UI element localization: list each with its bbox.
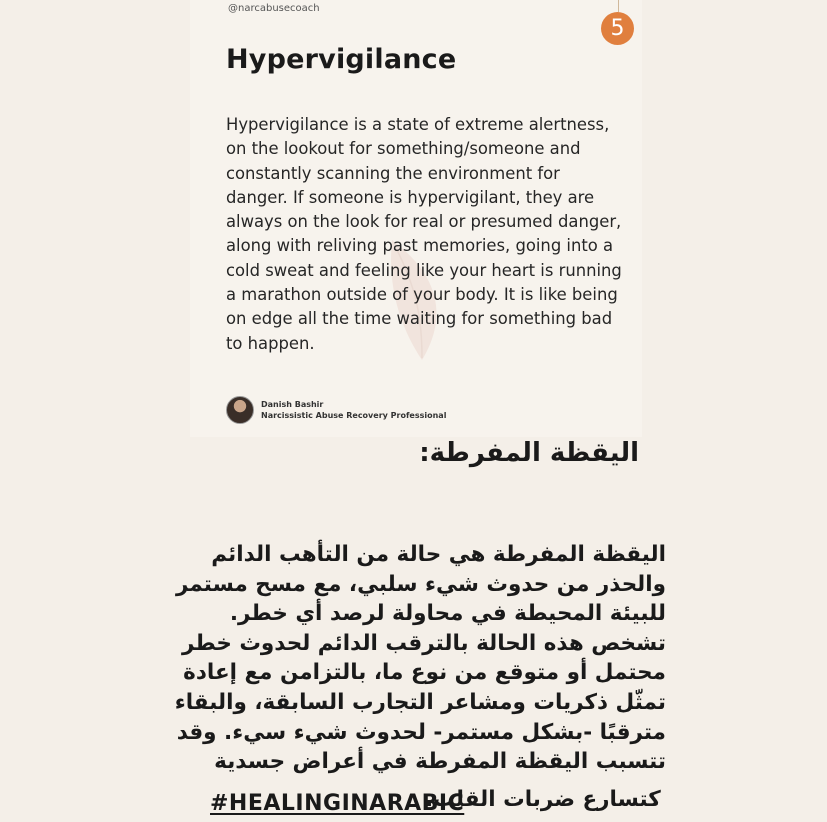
arabic-line: تتسبب اليقظة المفرطة في أعراض جسدية — [214, 749, 666, 775]
author-role: Narcissistic Abuse Recovery Professional — [261, 410, 447, 420]
arabic-line: للبيئة المحيطة في محاولة لرصد أي خطر. — [229, 601, 666, 627]
card-title: Hypervigilance — [226, 44, 457, 75]
arabic-paragraph — [174, 540, 666, 777]
arabic-heading: اليقظة المفرطة: — [419, 438, 639, 468]
author-name: Danish Bashir — [261, 399, 324, 409]
author-block — [226, 394, 446, 426]
card-paragraph: Hypervigilance is a state of extreme alertness, on the lookout for something/someone and constantly scanning the environment for danger. If someone is hypervigilant, they are always on the look for real or presumed danger, along with reliving past memories, going into a cold sweat and feeling like your heart is running a marathon outside of your body. It is like being on edge all the time waiting for something bad to happen. — [226, 115, 622, 353]
arabic-line: تمثّل ذكريات ومشاعر التجارب السابقة، والبقاء — [174, 689, 666, 715]
arabic-line: مترقبًا -بشكل مستمر- لحدوث شيء سيء. وقد — [176, 719, 666, 745]
arabic-line: اليقظة المفرطة هي حالة من التأهب الدائم — [211, 542, 666, 567]
arabic-line: محتمل أو متوقع من نوع ما، بالتزامن مع إعادة — [183, 660, 666, 686]
badge-string — [618, 0, 619, 12]
avatar — [226, 396, 254, 424]
slide-number-badge: 5 — [601, 12, 634, 45]
hashtag-link[interactable]: #HEALINGINARABIC — [210, 791, 465, 816]
account-handle: @narcabusecoach — [228, 3, 320, 14]
arabic-line: والحذر من حدوث شيء سلبي، مع مسح مستمر — [176, 571, 666, 597]
arabic-last-line: كتسارع ضربات القلب. — [425, 787, 661, 812]
arabic-line: تشخص هذه الحالة بالترقب الدائم لحدوث خطر — [182, 630, 666, 656]
author-meta — [261, 399, 446, 422]
